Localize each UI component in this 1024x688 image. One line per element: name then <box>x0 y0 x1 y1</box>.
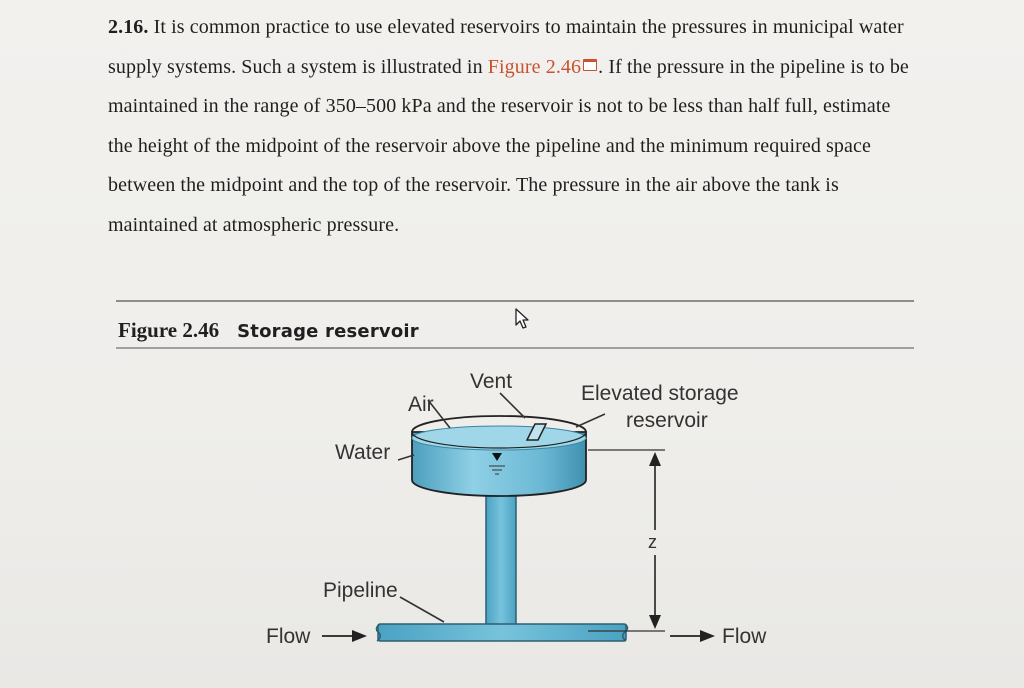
riser-pipe <box>486 490 516 628</box>
label-flow-out: Flow <box>722 625 767 648</box>
figure-number: Figure 2.46 <box>118 318 220 342</box>
problem-number: 2.16. <box>108 16 149 38</box>
label-air: Air <box>408 393 434 416</box>
water-surface <box>412 426 586 450</box>
label-reservoir: reservoir <box>626 409 708 432</box>
figure-caption: Storage reservoir <box>237 321 419 342</box>
label-pipeline: Pipeline <box>323 579 398 602</box>
label-water: Water <box>335 441 391 464</box>
figure-reference-link[interactable]: Figure 2.46 <box>487 55 582 78</box>
problem-text-before: It is common practice to use elevated reservoirs to maintain the pressures in municipal water supply systems. Such a system is illustrated in <box>108 16 904 78</box>
label-vent: Vent <box>470 370 513 393</box>
label-elevated-storage: Elevated storage <box>581 382 739 405</box>
label-flow-in: Flow <box>266 625 311 648</box>
label-z: z <box>648 532 657 552</box>
problem-text-after: . If the pressure in the pipeline is to be maintained in the range of 350–500 kPa and the reservoir is not to be less than half full, estimate the height of the midpoint of the reservoir above the pipeline and the minimum required space between the midpoint and the top of the reservoir. The pressure in the air above the tank is maintained at atmospheric pressure. <box>108 55 909 236</box>
horizontal-pipeline <box>378 624 626 641</box>
